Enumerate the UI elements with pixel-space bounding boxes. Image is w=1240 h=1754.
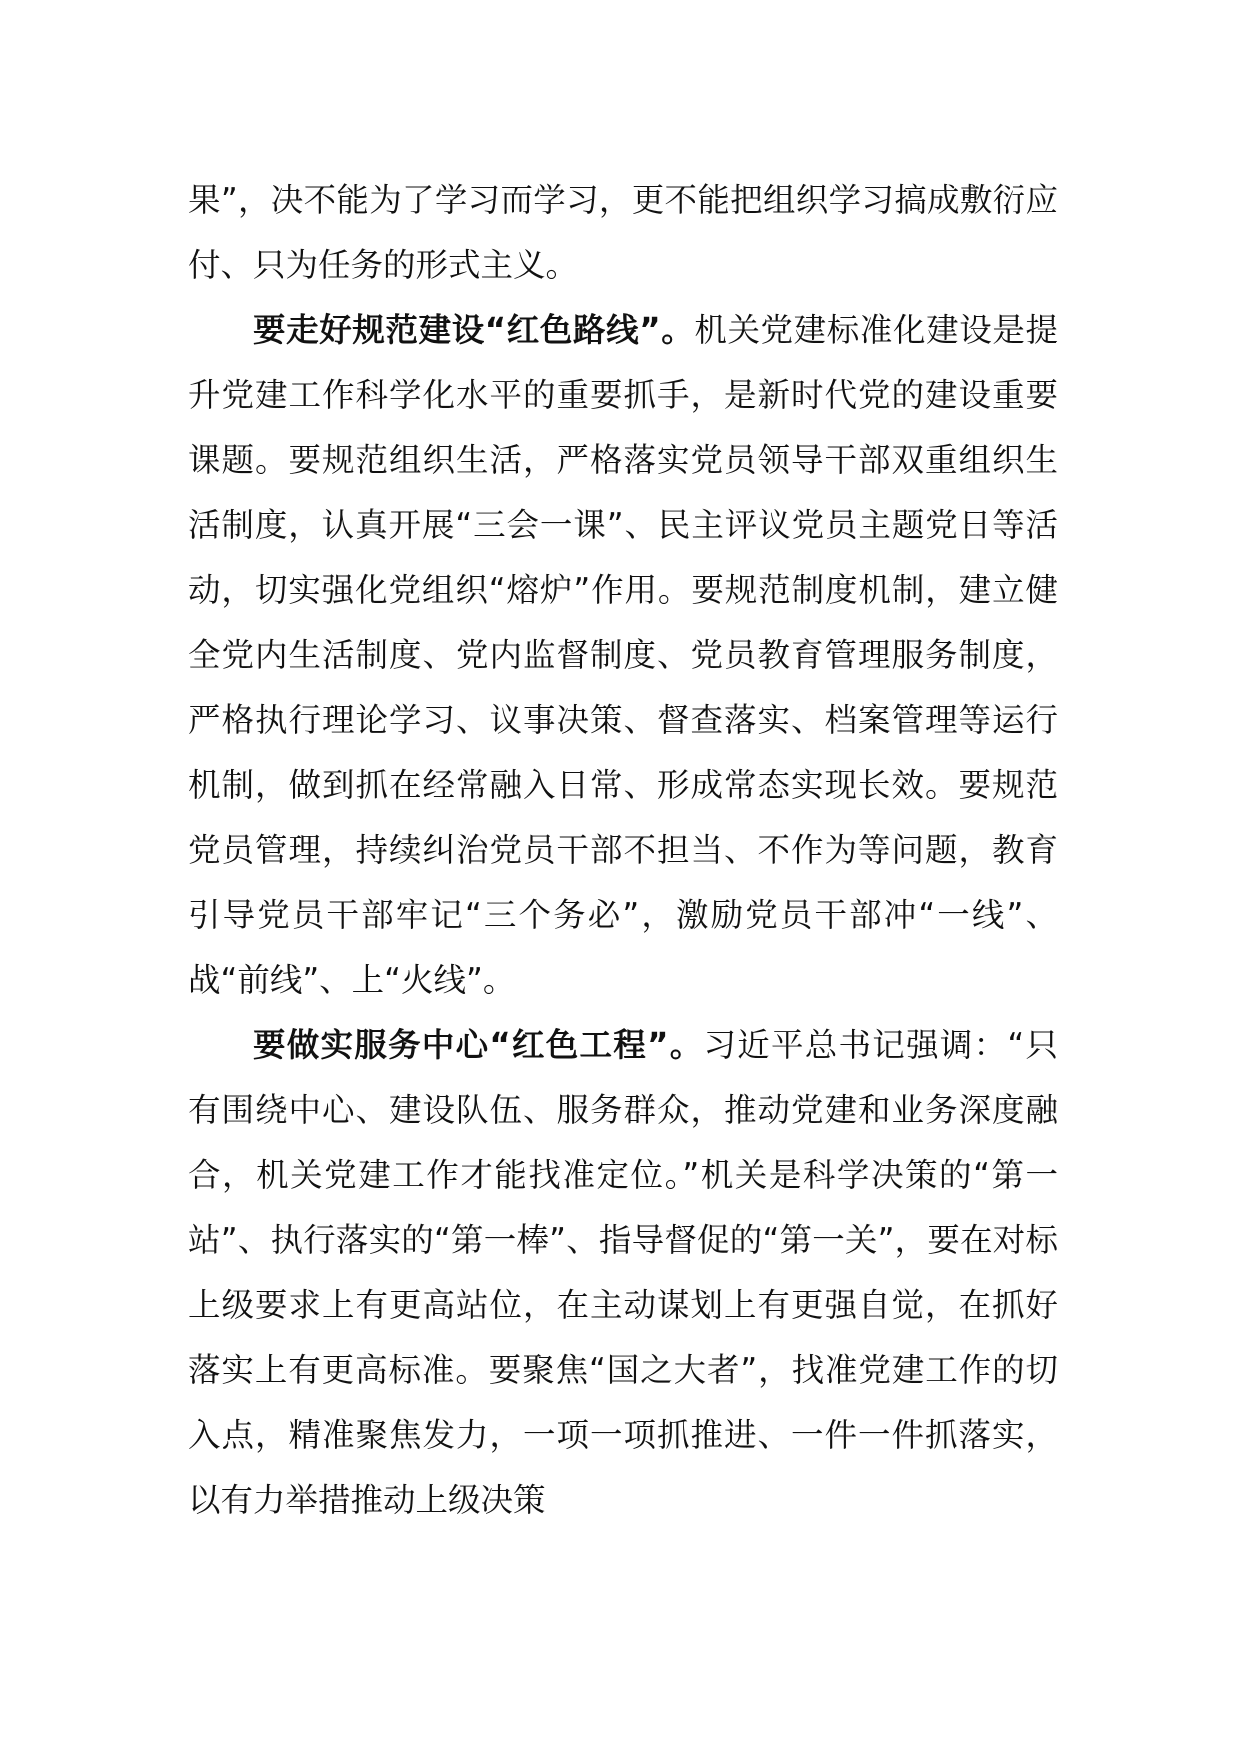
document-body <box>188 168 1058 1533</box>
paragraph-heading: 要走好规范建设“红色路线”。 <box>253 311 695 349</box>
paragraph-heading: 要做实服务中心“红色工程”。 <box>253 1026 704 1064</box>
paragraph-text: 习近平总书记强调：“只有围绕中心、建设队伍、服务群众，推动党建和业务深度融合，机关党建工作才能找准定位。”机关是科学决策的“第一站”、执行落实的“第一棒”、指导督促的“第一关”，要在对标上级要求上有更高站位，在主动谋划上有更强自觉，在抓好落实上有更高标准。要聚焦“国之大者”，找准党建工作的切入点，精准聚焦发力，一项一项抓推进、一件一件抓落实，以有力举措推动上级决策 <box>188 1026 1058 1519</box>
paragraph-continued <box>188 168 1058 298</box>
paragraph-red-project <box>188 1013 1058 1533</box>
paragraph-text: 机关党建标准化建设是提升党建工作科学化水平的重要抓手，是新时代党的建设重要课题。要规范组织生活，严格落实党员领导干部双重组织生活制度，认真开展“三会一课”、民主评议党员主题党日等活动，切实强化党组织“熔炉”作用。要规范制度机制，建立健全党内生活制度、党内监督制度、党员教育管理服务制度，严格执行理论学习、议事决策、督查落实、档案管理等运行机制，做到抓在经常融入日常、形成常态实现长效。要规范党员管理，持续纠治党员干部不担当、不作为等问题，教育引导党员干部牢记“三个务必”，激励党员干部冲“一线”、战“前线”、上“火线”。 <box>188 311 1058 999</box>
paragraph-text: 果”，决不能为了学习而学习，更不能把组织学习搞成敷衍应付、只为任务的形式主义。 <box>188 181 1058 284</box>
paragraph-red-route <box>188 298 1058 1013</box>
